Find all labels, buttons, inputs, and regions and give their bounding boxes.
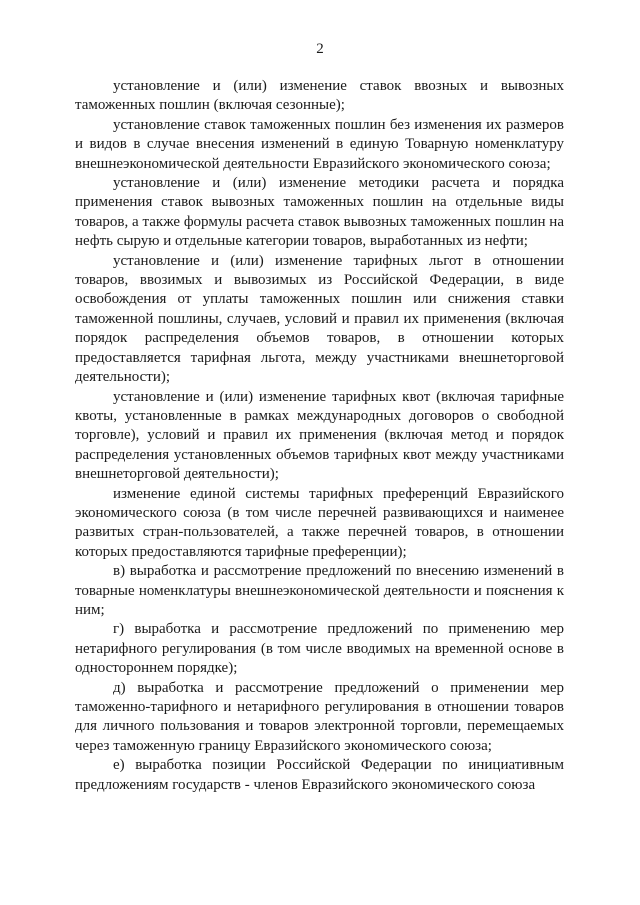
paragraph-tariff-benefits: установление и (или) изменение тарифных льгот в отношении товаров, ввозимых и вывозимых из Российской Федерации, в виде освобождения от уплаты таможенных пошлин или снижения ставки таможенной пошлины, случаев, условий и правил их применения (включая порядок распределения объемов товаров, в отношении которых предоставляется тарифная льгота, между участниками внешнеторговой деятельности); [75, 252, 564, 386]
document-body [75, 77, 564, 795]
paragraph-item-g: г) выработка и рассмотрение предложений по применению мер нетарифного регулирования (в том числе вводимых на временной основе в одностороннем порядке); [75, 621, 564, 677]
paragraph-item-v: в) выработка и рассмотрение предложений по внесению изменений в товарные номенклатуры внешнеэкономической деятельности и пояснения к ним; [75, 563, 564, 618]
paragraph-import-export-duty-rates: установление и (или) изменение ставок ввозных и вывозных таможенных пошлин (включая сезонные); [75, 78, 564, 114]
page-number: 2 [316, 41, 324, 57]
paragraph-item-d: д) выработка и рассмотрение предложений о применении мер таможенно-тарифного и нетарифного регулирования в отношении товаров для личного пользования и товаров электронной торговли, перемещаемых через таможенную границу Евразийского экономического союза; [75, 679, 564, 754]
paragraph-export-duty-methodology: установление и (или) изменение методики расчета и порядка применения ставок вывозных таможенных пошлин на отдельные виды товаров, а также формулы расчета ставок вывозных таможенных пошлин на нефть сырую и отдельные категории товаров, выработанных из нефти; [75, 175, 564, 250]
paragraph-tariff-preferences: изменение единой системы тарифных преференций Евразийского экономического союза (в том числе перечней развивающихся и наименее развитых стран-пользователей, а также перечней товаров, в отношении которых предоставляются тарифные преференции); [75, 485, 564, 560]
paragraph-item-e: е) выработка позиции Российской Федерации по инициативным предложениям государств - членов Евразийского экономического союза [75, 757, 564, 793]
paragraph-tariff-quotas: установление и (или) изменение тарифных квот (включая тарифные квоты, установленные в рамках международных договоров о свободной торговле), условий и правил их применения (включая метод и порядок распределения установленных объемов тарифных квот между участниками внешнеторговой деятельности); [75, 388, 564, 483]
paragraph-duty-rates-without-change: установление ставок таможенных пошлин без изменения их размеров и видов в случае внесения изменений в единую Товарную номенклатуру внешнеэкономической деятельности Евразийского экономического союза; [75, 116, 564, 172]
